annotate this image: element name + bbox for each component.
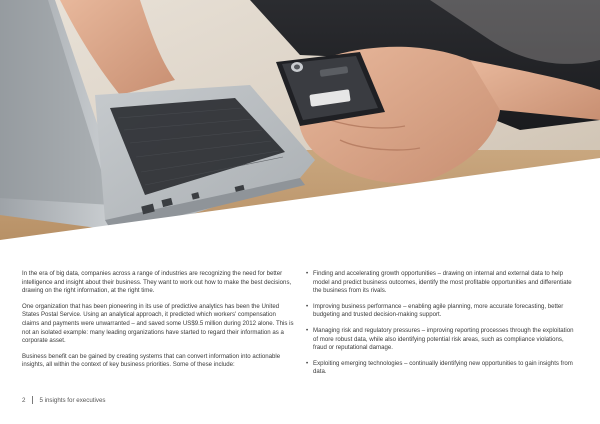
priorities-list: [306, 270, 578, 377]
list-item: [306, 327, 578, 353]
list-item: [306, 360, 578, 377]
business-benefit-paragraph: Business benefit can be gained by creating systems that can convert information into actionable insights, all within the context of key business priorities. Some of these include:: [22, 352, 281, 369]
footer-divider: [32, 396, 33, 404]
bullet-icon: •: [306, 302, 309, 310]
list-item-text: Improving business performance – enabling agile planning, more accurate forecasting, better budgeting and trusted decision-making support.: [313, 302, 564, 319]
left-column: [22, 270, 294, 377]
list-item: [306, 270, 578, 296]
list-item-text: Managing risk and regulatory pressures – improving reporting processes through the exploitation of more robust data, while also identifying potential risk areas, such as compliance violations, fraud or reputational damage.: [313, 326, 574, 352]
page-number: 2: [22, 396, 26, 404]
bullet-icon: •: [306, 326, 309, 334]
bullet-icon: •: [306, 270, 309, 277]
usps-example-paragraph: One organization that has been pioneering in its use of predictive analytics has been the United States Postal Service. Using an analytical approach, it predicted which workers' compensation claims and payments were unwarranted – and saved some US$9.5 million during 2012 alone. This is not an isolated example: many leading organizations have started to regard their information as a corporate asset.: [22, 302, 294, 345]
intro-paragraph: In the era of big data, companies across a range of industries are recognizing the need for better intelligence and insight about their business. They want to work out how to make the best decisions, drawing on the right information, at the right time.: [22, 270, 292, 295]
bullet-icon: •: [306, 359, 309, 367]
page-footer: [22, 396, 106, 404]
right-column: [306, 270, 578, 384]
list-item-text: Finding and accelerating growth opportunities – drawing on internal and external data to help model and predict business outcomes, identify the most profitable opportunities and differentiate the business from its rivals.: [313, 270, 572, 295]
list-item: [306, 303, 578, 320]
document-title: 5 insights for executives: [39, 396, 106, 404]
list-item-text: Exploiting emerging technologies – continually identifying new opportunities to gain insights from data.: [313, 359, 573, 376]
